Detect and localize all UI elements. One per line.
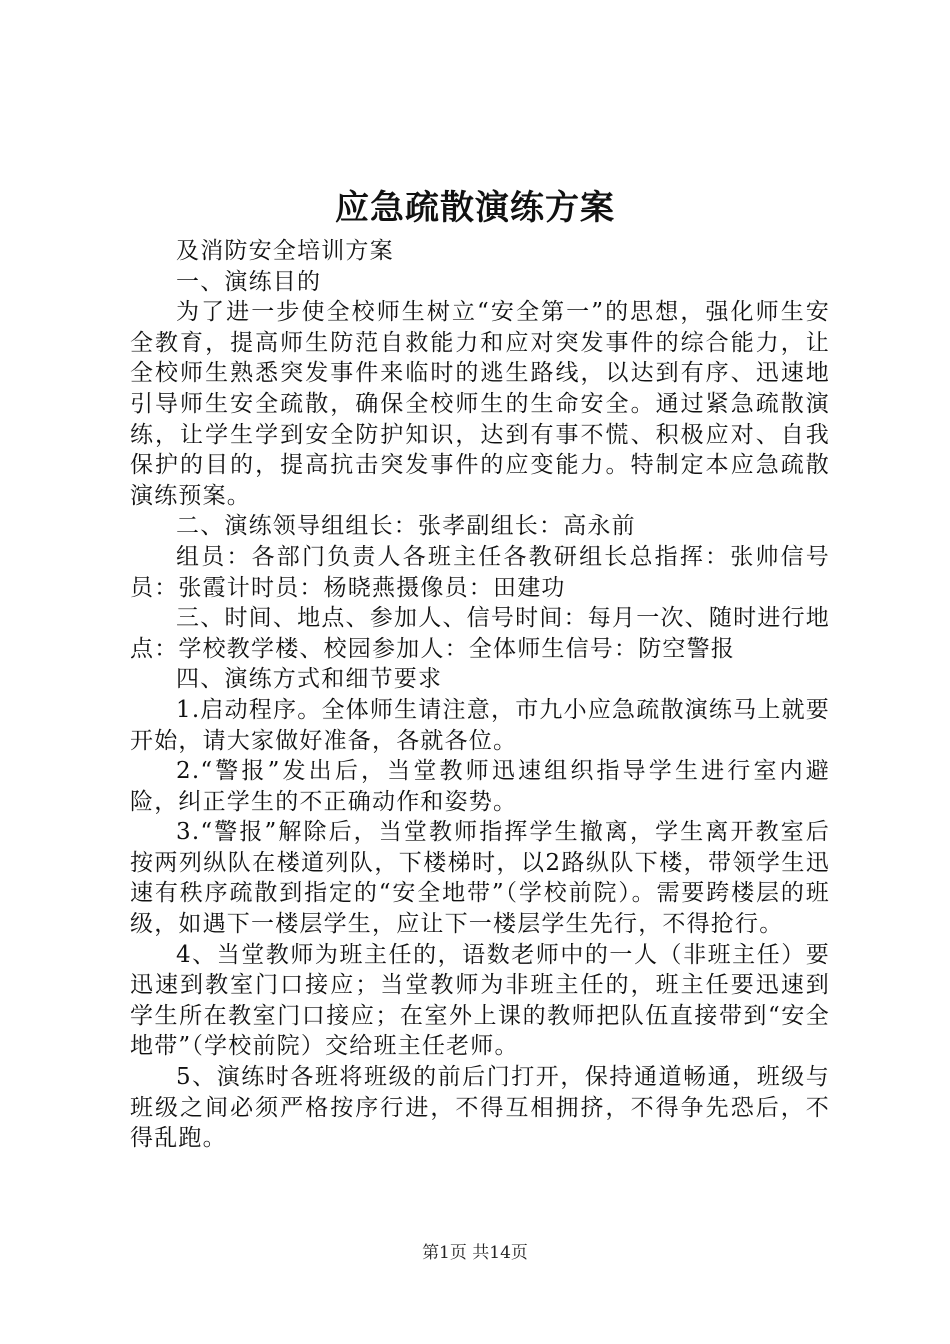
- section-heading-schedule: 三、时间、地点、参加人、信号时间：每月一次、随时进行地点：学校教学楼、校园参加人：全体师生信号：防空警报: [130, 605, 830, 662]
- paragraph-step-1: 1.启动程序。全体师生请注意，市九小应急疏散演练马上就要开始，请大家做好准备，各就各位。: [130, 696, 830, 754]
- section-heading-method: 四、演练方式和细节要求: [176, 666, 443, 693]
- paragraph-purpose: 为了进一步使全校师生树立“安全第一”的思想，强化师生安全教育，提高师生防范自救能力和应对突发事件的综合能力，让全校师生熟悉突发事件来临时的逃生路线，以达到有序、迅速地引导师生安全疏散，确保全校师生的生命安全。通过紧急疏散演练，让学生学到安全防护知识，达到有事不慌、积极应对、自我保护的目的，提高抗击突发事件的应变能力。特制定本应急疏散演练预案。: [130, 299, 830, 509]
- paragraph-step-5: 5、演练时各班将班级的前后门打开，保持通道畅通，班级与班级之间必须严格按序行进，不得互相拥挤，不得争先恐后，不得乱跑。: [130, 1064, 830, 1152]
- document-title: 应急疏散演练方案: [335, 188, 615, 228]
- paragraph-members: 组员：各部门负责人各班主任各教研组长总指挥：张帅信号员：张霞计时员：杨晓燕摄像员：田建功: [130, 543, 830, 601]
- document-body: [130, 236, 830, 1154]
- paragraph-step-4: 4、当堂教师为班主任的，语数老师中的一人（非班主任）要迅速到教室门口接应；当堂教师为非班主任的，班主任要迅速到学生所在教室门口接应；在室外上课的教师把队伍直接带到“安全地带”（学校前院）交给班主任老师。: [130, 941, 830, 1060]
- section-heading-leadership: 二、演练领导组组长：张孝副组长：高永前: [176, 513, 636, 540]
- paragraph-step-3: 3.“警报”解除后，当堂教师指挥学生撤离，学生离开教室后按两列纵队在楼道列队，下楼梯时，以2路纵队下楼，带领学生迅速有秩序疏散到指定的“安全地带”（学校前院）。需要跨楼层的班级，如遇下一楼层学生，应让下一楼层学生先行，不得抢行。: [130, 819, 830, 938]
- section-heading-purpose: 一、演练目的: [176, 268, 322, 295]
- paragraph-subtitle: 及消防安全培训方案: [176, 238, 394, 264]
- page-number-footer: 第1页 共14页: [422, 1243, 528, 1263]
- paragraph-step-2: 2.“警报”发出后，当堂教师迅速组织指导学生进行室内避险，纠正学生的不正确动作和姿势。: [130, 758, 830, 815]
